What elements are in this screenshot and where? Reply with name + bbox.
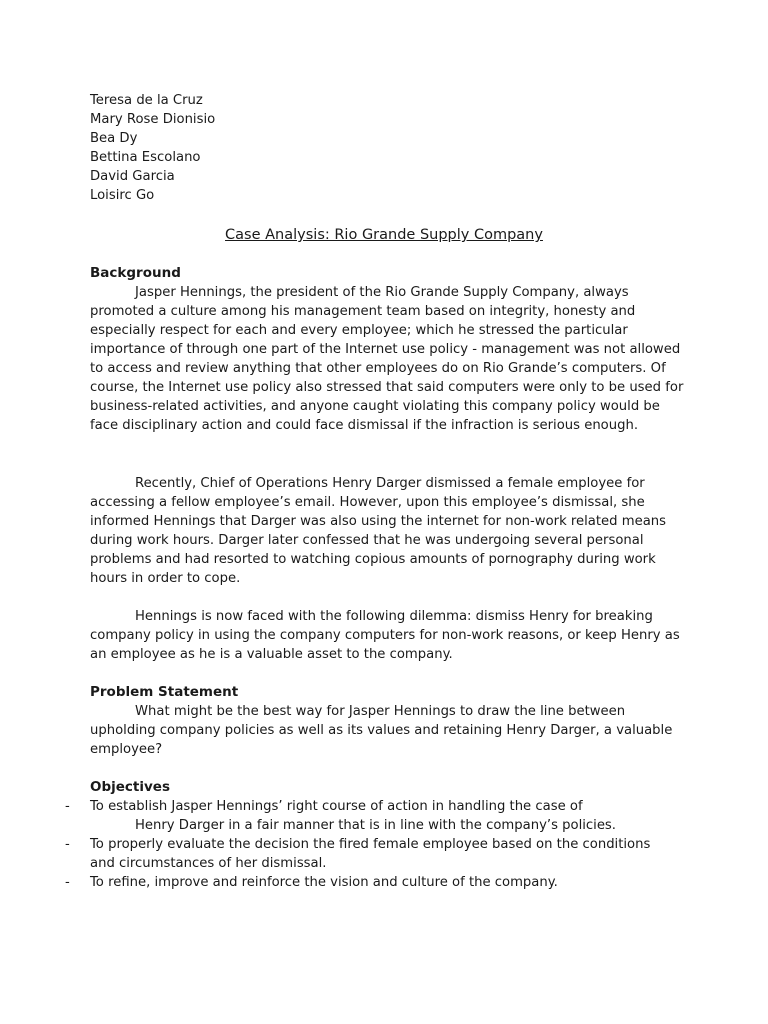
background-paragraph: Jasper Hennings, the president of the Rio Grande Supply Company, always promoted a culture among his management team based on integrity, honesty and especially respect for each and every employee; which he stressed the particular importance of through one part of the Internet use policy - management was not allowed to access and review anything that other employees do on Rio Grande’s computers. Of course, the Internet use policy also stressed that said computers were only to be used for business-related activities, and anyone caught violating this company policy would be face disciplinary action and could face dismissal if the infraction is serious enough. (90, 285, 684, 433)
bullet-dash: - (65, 799, 70, 814)
objectives-heading: Objectives (90, 779, 170, 795)
author-name: Loisirc Go (90, 188, 155, 203)
background-paragraph-3-block (90, 607, 690, 664)
author-name: David Garcia (90, 169, 175, 184)
problem-text: What might be the best way for Jasper Hennings to draw the line between upholding company policies as well as its values and retaining Henry Darger, a valuable employee? (90, 704, 673, 757)
background-heading: Background (90, 265, 181, 281)
objectives-section (90, 778, 690, 797)
background-section (90, 264, 690, 435)
document-title: Case Analysis: Rio Grande Supply Company (225, 227, 543, 243)
objective-item (62, 835, 702, 873)
objective-line: To properly evaluate the decision the fired female employee based on the conditions (90, 837, 651, 852)
author-name: Bea Dy (90, 131, 138, 146)
background-paragraph: Hennings is now faced with the following dilemma: dismiss Henry for breaking company policy in using the company computers for non-work reasons, or keep Henry as an employee as he is a valuable asset to the company. (90, 609, 680, 662)
author-name: Mary Rose Dionisio (90, 112, 216, 127)
objective-item (62, 873, 702, 892)
bullet-dash: - (65, 837, 70, 852)
background-paragraph: Recently, Chief of Operations Henry Darger dismissed a female employee for accessing a fellow employee’s email. However, upon this employee’s dismissal, she informed Hennings that Darger was also using the internet for non-work related means during work hours. Darger later confessed that he was undergoing several personal problems and had resorted to watching copious amounts of pornography during work hours in order to cope. (90, 476, 667, 586)
objective-item (62, 797, 702, 835)
problem-section (90, 683, 690, 759)
objectives-list (62, 797, 702, 892)
background-paragraph-2-block (90, 474, 690, 588)
objective-line-continued: and circumstances of her dismissal. (90, 856, 327, 871)
objective-line: To refine, improve and reinforce the vision and culture of the company. (90, 875, 558, 890)
author-name: Bettina Escolano (90, 150, 201, 165)
objective-line-continued: Henry Darger in a fair manner that is in line with the company’s policies. (135, 818, 616, 833)
author-name: Teresa de la Cruz (90, 93, 203, 108)
author-list (90, 91, 215, 205)
objective-line: To establish Jasper Hennings’ right course of action in handling the case of (90, 799, 583, 814)
bullet-dash: - (65, 875, 70, 890)
problem-heading: Problem Statement (90, 684, 239, 700)
